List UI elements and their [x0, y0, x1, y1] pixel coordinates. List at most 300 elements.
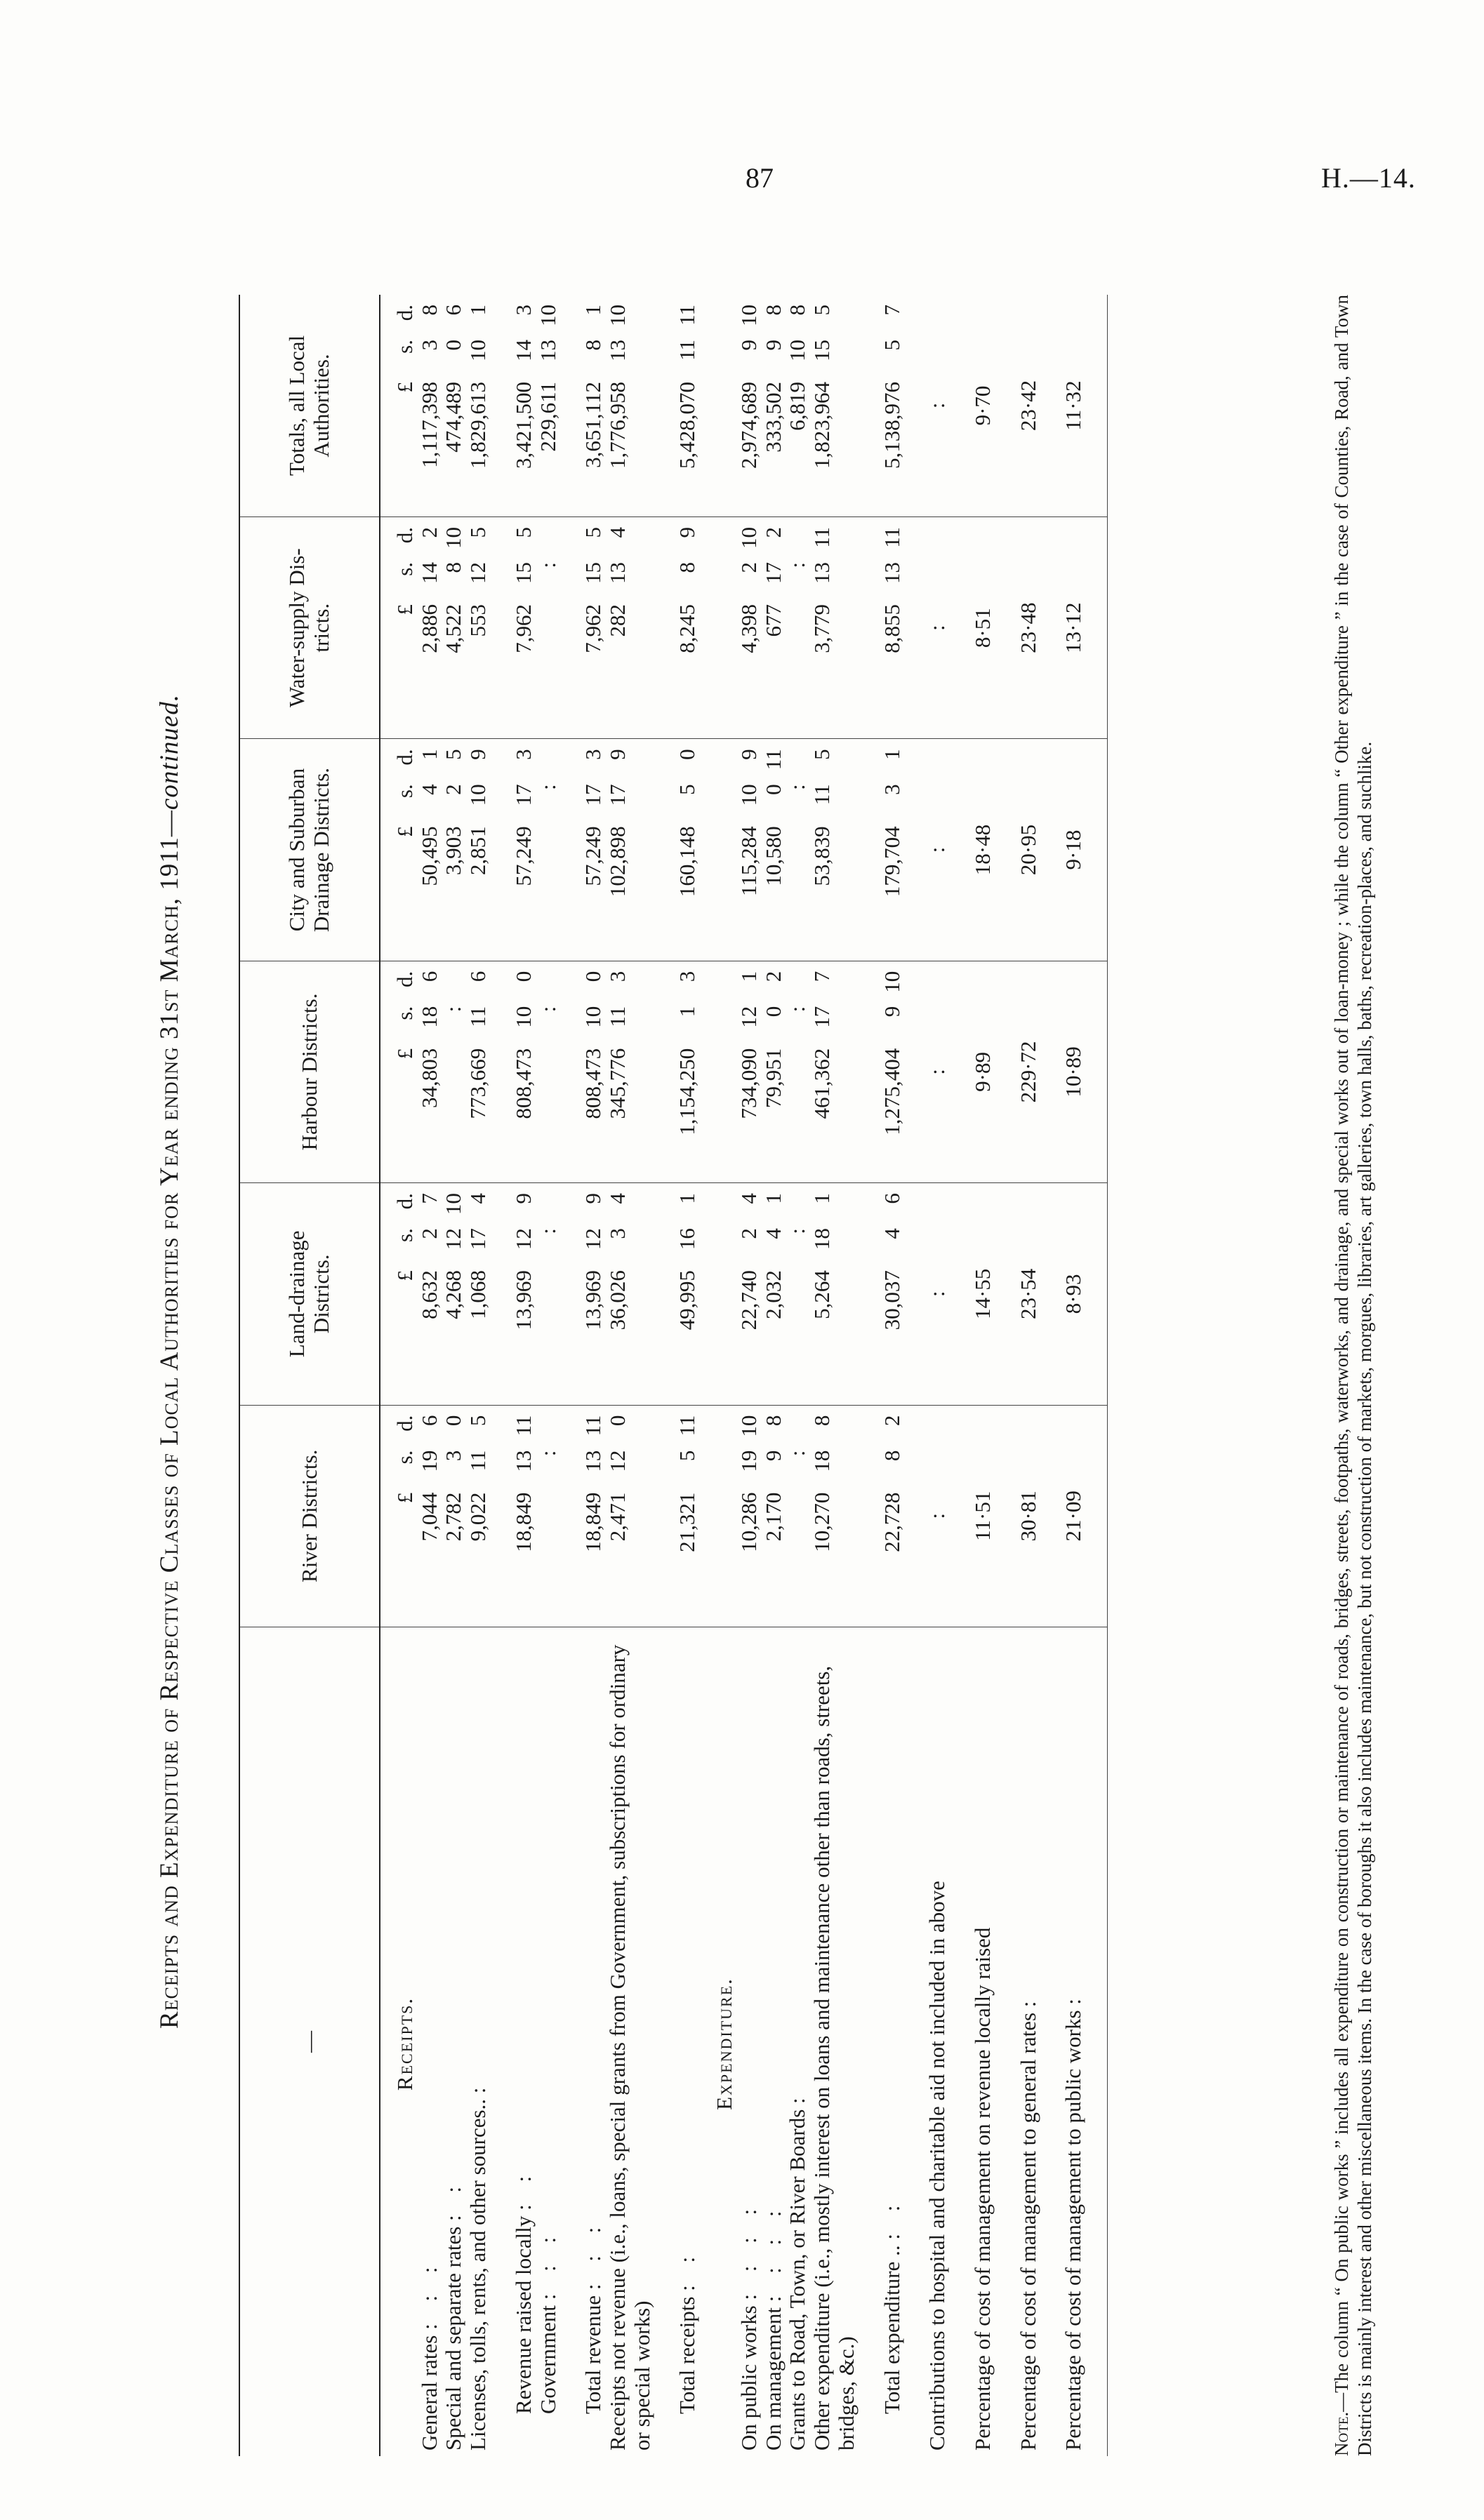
amount-pounds: 1,776,958 [605, 382, 630, 469]
amount-pence: 11 [760, 749, 786, 771]
amount-cell [606, 961, 654, 1182]
amount-pounds: 10,286 [736, 1492, 761, 1552]
amount-pounds: 1,823,964 [809, 382, 835, 469]
empty-cell [654, 295, 675, 516]
amount [606, 527, 630, 728]
table-row [737, 295, 762, 2456]
amount-shillings: 11 [465, 1450, 491, 1472]
row-label-label: Revenue raised locally [510, 2215, 536, 2414]
note-text: —The column “ On public works ” includes all expenditure on construction or maintenance of roads, bridges, streets, footpaths, waterworks, and drainage, and special works out of loan-money ; while the column “ Other expenditure ” in the case of Counties, Road, and Town Districts is mainly interest and other miscellaneous items. In the case of boroughs it also includes maintenance, but not construction of markets, morgues, libraries, art galleries, town halls, baths, recreation-places, and suchlike. [1331, 295, 1375, 2456]
row-label-label: Percentage of cost of management to general rates [1015, 2012, 1040, 2451]
value-cell: 9·70 [971, 295, 995, 516]
empty-cell [1086, 961, 1108, 1182]
amount-pounds: 333,502 [760, 382, 786, 453]
amount-cell [418, 516, 442, 738]
empty-cell [1086, 1183, 1108, 1405]
empty-cell [560, 295, 581, 516]
unit-cell [380, 1405, 418, 1627]
unit-shillings: s. [392, 784, 417, 799]
table-row [606, 295, 654, 2456]
amount-shillings: : [785, 1450, 810, 1457]
amount-shillings: 5 [675, 1450, 700, 1462]
amount-pence: 1 [581, 305, 606, 316]
title-suffix: continued. [155, 693, 184, 811]
amount-cell [786, 739, 810, 961]
empty-cell [950, 739, 971, 961]
amount-cell [512, 739, 536, 961]
value-cell: 8·51 [971, 516, 995, 738]
amount-shillings: 13 [510, 1450, 536, 1472]
row-label [1016, 1627, 1041, 2456]
dot-leader: : : [675, 2248, 700, 2291]
amount-shillings: 11 [675, 340, 700, 361]
table-row [925, 295, 950, 2456]
spacer-row [950, 295, 971, 2456]
amount-pence: 8 [760, 1415, 786, 1427]
amount [512, 305, 536, 507]
amount-pence: 6 [465, 971, 491, 982]
amount-pounds: 3,779 [809, 604, 835, 653]
amount [762, 1415, 786, 1617]
amount [810, 1415, 835, 1617]
value-cell: : [925, 516, 950, 738]
dot-leader: : [465, 2079, 491, 2094]
amount-shillings: 17 [605, 784, 630, 806]
amount [581, 305, 606, 507]
empty-cell [859, 1183, 880, 1405]
amount-cell [786, 295, 810, 516]
amount-shillings: 12 [581, 1228, 606, 1251]
row-label-label: Special and separate rates [441, 2226, 466, 2451]
value-cell: 11·32 [1061, 295, 1086, 516]
unit-labels [393, 971, 418, 1173]
amount-shillings: 2 [736, 561, 761, 573]
title-main: Receipts and Expenditure of Respective Classes of Local Authorities for Year ending 31st March, 1911— [155, 810, 184, 2029]
amount [880, 1193, 905, 1394]
amount-shillings: 15 [581, 561, 606, 584]
amount-cell [536, 516, 561, 738]
amount [442, 749, 466, 950]
amount-shillings: 12 [510, 1228, 536, 1251]
amount-shillings: : [785, 784, 810, 790]
amount-cell [466, 1183, 491, 1405]
amount-cell [581, 1405, 606, 1627]
amount-pounds: 102,898 [605, 826, 630, 898]
receipts-heading-row [380, 295, 418, 2456]
amount [737, 527, 762, 728]
amount [606, 1415, 630, 1617]
amount-shillings: 14 [510, 340, 536, 361]
amount-cell [512, 1405, 536, 1627]
empty-cell [950, 1183, 971, 1405]
amount-cell [536, 295, 561, 516]
empty-cell [491, 1627, 512, 2456]
amount [762, 527, 786, 728]
empty-cell [859, 1405, 880, 1627]
amount [606, 749, 630, 950]
amount-pence [786, 527, 810, 562]
amount-pounds: 13,969 [510, 1270, 536, 1331]
table-row [786, 295, 810, 2456]
amount-pounds: 677 [760, 604, 786, 637]
amount-pence [536, 971, 561, 1006]
amount-pounds: 10,270 [809, 1492, 835, 1552]
header-city-suburban: City and Suburban Drainage Districts. [239, 739, 380, 961]
amount-cell [675, 295, 700, 516]
amount-pounds [786, 1270, 810, 1375]
value-cell: : [925, 1405, 950, 1627]
amount-pence: 9 [675, 526, 700, 538]
amount-shillings: 12 [736, 1006, 761, 1028]
amount-pence: 1 [736, 971, 761, 982]
amount-shillings: 13 [581, 1450, 606, 1472]
empty-cell [859, 516, 880, 738]
amount-shillings: 11 [465, 1006, 491, 1027]
amount-pounds: 7,962 [510, 604, 536, 653]
amount-cell [810, 295, 859, 516]
row-label [786, 1627, 810, 2456]
dot-leader: : : [510, 2167, 536, 2211]
amount-shillings: 13 [535, 340, 560, 361]
amount-cell [606, 295, 654, 516]
amount [536, 971, 561, 1173]
spacer-row [995, 295, 1016, 2456]
amount [512, 1415, 536, 1617]
dot-leader: : [1015, 1992, 1040, 2008]
amount [418, 1415, 442, 1617]
empty-cell [491, 295, 512, 516]
amount-pounds: 808,473 [510, 1048, 536, 1119]
row-label-label: Grants to Road, Town, or River Boards [785, 2109, 810, 2451]
amount-shillings: : [785, 561, 810, 568]
amount-cell [606, 1183, 654, 1405]
amount-cell [880, 739, 905, 961]
amount [675, 527, 700, 728]
amount [581, 749, 606, 950]
row-label [880, 1627, 905, 2456]
amount-pence: 5 [809, 749, 835, 760]
value-cell: 20·95 [1016, 739, 1041, 961]
amount [786, 971, 810, 1173]
amount-shillings: : [535, 561, 560, 568]
value-cell: 23·54 [1016, 1183, 1041, 1405]
amount-pounds: 3,421,500 [510, 382, 536, 469]
amount-pence: 9 [465, 749, 491, 760]
amount [581, 1193, 606, 1394]
amount-pence: 3 [605, 971, 630, 982]
amount [536, 1415, 561, 1617]
amount-shillings: 4 [416, 784, 442, 795]
amount [581, 1415, 606, 1617]
dot-leader: : : [879, 2196, 904, 2240]
empty-cell [950, 295, 971, 516]
amount-pounds: 4,268 [441, 1270, 466, 1319]
amount-cell [466, 295, 491, 516]
amount-pence [536, 749, 561, 784]
amount-cell [606, 739, 654, 961]
percentage-row [1061, 295, 1086, 2456]
amount-shillings: 15 [510, 561, 536, 584]
empty-cell [995, 739, 1016, 961]
value-cell: 18·48 [971, 739, 995, 961]
empty-cell [859, 295, 880, 516]
amount-shillings: 13 [879, 561, 904, 584]
amount-pence: 5 [581, 526, 606, 538]
value-cell: : [925, 961, 950, 1182]
unit-cell [380, 961, 418, 1182]
unit-pounds: £ [392, 1048, 417, 1060]
amount-shillings: 4 [760, 1228, 786, 1239]
empty-cell [560, 739, 581, 961]
amount-shillings: 8 [879, 1450, 904, 1462]
amount-cell [810, 961, 859, 1182]
amount-shillings: 3 [416, 340, 442, 351]
amount-shillings: 5 [879, 340, 904, 351]
amount-cell [581, 739, 606, 961]
amount-cell [466, 516, 491, 738]
amount-shillings: 18 [416, 1006, 442, 1028]
amount [786, 1415, 810, 1617]
amount-cell [810, 1183, 859, 1405]
empty-cell [904, 1405, 925, 1627]
amount-pence: 5 [510, 526, 536, 538]
amount [880, 1415, 905, 1617]
amount-shillings: 9 [760, 340, 786, 351]
amount-pounds [786, 604, 810, 709]
row-label [442, 1627, 466, 2456]
amount-pence: 11 [675, 1415, 700, 1436]
amount-shillings: 13 [809, 561, 835, 584]
empty-cell [995, 295, 1016, 516]
amount [810, 1193, 835, 1394]
value-cell: 21·09 [1061, 1405, 1086, 1627]
amount [418, 749, 442, 950]
empty-cell [1040, 295, 1061, 516]
expenditure-heading: Expenditure. [712, 1978, 737, 2110]
amount-shillings: 4 [879, 1228, 904, 1239]
unit-pence: d. [392, 1193, 417, 1210]
amount-cell [512, 961, 536, 1182]
amount-shillings: 19 [736, 1450, 761, 1472]
amount-shillings: 17 [809, 1006, 835, 1028]
amount-cell [786, 961, 810, 1182]
amount [762, 749, 786, 950]
amount [675, 971, 700, 1173]
amount-cell [418, 961, 442, 1182]
dot-leader: : : [441, 2178, 466, 2221]
header-river-districts: River Districts. [239, 1405, 380, 1627]
empty-cell [700, 516, 737, 738]
value-cell: : [925, 1183, 950, 1405]
empty-cell [700, 961, 737, 1182]
header-row [239, 295, 380, 2456]
amount-pounds [786, 1493, 810, 1598]
amount-pounds: 9,022 [465, 1492, 491, 1542]
amount-shillings: 9 [879, 1006, 904, 1018]
amount-shillings: 3 [605, 1228, 630, 1239]
amount [810, 749, 835, 950]
amount-shillings: 17 [581, 784, 606, 806]
unit-labels [393, 1193, 418, 1394]
amount-pounds: 57,249 [510, 826, 536, 886]
spacer-row [560, 295, 581, 2456]
unit-pounds: £ [392, 1492, 417, 1504]
value-cell: 9·89 [971, 961, 995, 1182]
amount-pence: 1 [760, 1193, 786, 1204]
amount-pence: 0 [510, 971, 536, 982]
amount-pence: 6 [441, 305, 466, 316]
receipts-heading: Receipts. [392, 1996, 417, 2091]
amount [512, 749, 536, 950]
amount-pounds: 160,148 [675, 826, 700, 898]
amount-pence: 0 [675, 749, 700, 760]
amount [786, 527, 810, 728]
amount [737, 1193, 762, 1394]
table-row [442, 295, 466, 2456]
amount-pence: 9 [736, 749, 761, 760]
amount-pounds: 2,851 [465, 826, 491, 876]
amount-pence [442, 971, 466, 1006]
amount [442, 1193, 466, 1394]
amount-pounds: 2,471 [605, 1492, 630, 1542]
amount-pence: 11 [581, 1415, 606, 1436]
amount [466, 749, 491, 950]
spacer-row [491, 295, 512, 2456]
amount-pounds: 8,855 [879, 604, 904, 653]
amount-pence: 0 [441, 1415, 466, 1427]
expenditure-heading-row [700, 295, 737, 2456]
amount-cell [762, 739, 786, 961]
spacer-row [654, 295, 675, 2456]
empty-cell [995, 961, 1016, 1182]
amount-pounds: 2,974,689 [736, 382, 761, 469]
amount-pence: 10 [605, 305, 630, 326]
table-row [418, 295, 442, 2456]
unit-cell [380, 739, 418, 961]
empty-cell [950, 1405, 971, 1627]
value-cell: 14·55 [971, 1183, 995, 1405]
amount-pounds: 5,138,976 [879, 382, 904, 469]
header-totals: Totals, all Local Authorities. [239, 295, 380, 516]
empty-cell [654, 516, 675, 738]
value-cell: 30·81 [1016, 1405, 1041, 1627]
amount-cell [880, 961, 905, 1182]
amount-pounds: 7,044 [416, 1492, 442, 1542]
amount-shillings: 17 [760, 561, 786, 584]
amount [512, 971, 536, 1173]
amount-pence: 7 [416, 1193, 442, 1204]
amount-pence [786, 971, 810, 1006]
amount [880, 305, 905, 507]
amount-shillings: 18 [809, 1450, 835, 1472]
percentage-row [1016, 295, 1041, 2456]
amount-pounds: 18,849 [510, 1492, 536, 1552]
amount-pounds: 3,903 [441, 826, 466, 876]
amount-pounds: 36,026 [605, 1270, 630, 1331]
amount [786, 305, 810, 507]
dot-leader: : : : : [736, 2200, 761, 2300]
header-land-drainage: Land-drainage Districts. [239, 1183, 380, 1405]
value-cell: 229·72 [1016, 961, 1041, 1182]
amount-pounds: 282 [605, 604, 630, 637]
spacer-row [1040, 295, 1061, 2456]
amount-cell [581, 295, 606, 516]
amount-pence [536, 527, 561, 562]
amount-pence: 5 [465, 1415, 491, 1427]
row-label [737, 1627, 762, 2456]
amount [675, 749, 700, 950]
empty-cell [1040, 1405, 1061, 1627]
amount-pounds [786, 1048, 810, 1154]
amount [418, 971, 442, 1173]
amount-pence: 4 [605, 1193, 630, 1204]
amount-pence [786, 749, 810, 784]
amount-shillings: 8 [441, 561, 466, 573]
empty-cell [491, 1183, 512, 1405]
row-label-label: On management [760, 2307, 786, 2451]
empty-cell [995, 1405, 1016, 1627]
unit-shillings: s. [392, 1006, 417, 1020]
amount-pence: 2 [760, 526, 786, 538]
amount-cell [675, 1405, 700, 1627]
amount [810, 971, 835, 1173]
amount-pence: 5 [809, 305, 835, 316]
amount-pence: 10 [535, 305, 560, 326]
amount-pence: 10 [736, 1415, 761, 1437]
row-label-label: General rates [416, 2335, 442, 2451]
empty-cell [560, 1183, 581, 1405]
amount-shillings: 2 [736, 1228, 761, 1239]
dot-leader: : : : [416, 2258, 442, 2330]
empty-cell [950, 961, 971, 1182]
value-cell: : [925, 739, 950, 961]
header-description: — [239, 1627, 380, 2456]
row-label-label: Percentage of cost of management on revenue locally raised [969, 1927, 995, 2451]
amount-pence: 7 [809, 971, 835, 982]
row-label-label: Licenses, tolls, rents, and other sources.. [465, 2098, 491, 2451]
amount-cell [466, 1405, 491, 1627]
amount-cell [466, 961, 491, 1182]
amount-pounds: 5,264 [809, 1270, 835, 1319]
amount-shillings: 0 [441, 340, 466, 351]
amount-cell [581, 961, 606, 1182]
empty-cell [1040, 961, 1061, 1182]
row-label-label: Receipts not revenue (i.e., loans, special grants from Government, subscriptions for ordinary or special works) [605, 1644, 654, 2451]
empty-cell [950, 1627, 971, 2456]
empty-cell [700, 1183, 737, 1405]
amount-pounds: 4,522 [441, 604, 466, 653]
amount-cell [581, 516, 606, 738]
amount-cell [606, 1405, 654, 1627]
amount-pence: 0 [581, 971, 606, 982]
amount-pence [536, 1193, 561, 1228]
amount [606, 971, 630, 1173]
amount-shillings: 2 [416, 1228, 442, 1239]
amount-cell [442, 961, 466, 1182]
amount-shillings: 0 [760, 1006, 786, 1018]
dot-leader: : : : [535, 2228, 560, 2300]
amount-cell [737, 295, 762, 516]
amount [737, 305, 762, 507]
amount-cell [442, 516, 466, 738]
dot-leader: : [785, 2089, 810, 2104]
amount-pence: 9 [581, 1193, 606, 1204]
amount-pence: 1 [879, 749, 904, 760]
empty-cell [1086, 1627, 1108, 2456]
amount [512, 527, 536, 728]
amount-cell [737, 1405, 762, 1627]
empty-cell [859, 1627, 880, 2456]
